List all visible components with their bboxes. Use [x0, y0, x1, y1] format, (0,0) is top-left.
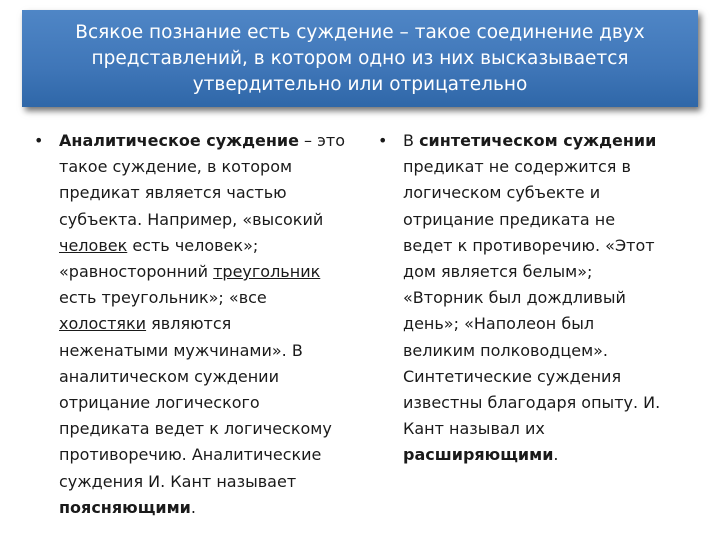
underlined-word: треугольник	[213, 262, 321, 282]
text-line: предиката ведет к логическому	[59, 419, 332, 439]
text-line: Синтетические суждения	[403, 366, 622, 386]
text-line	[403, 442, 698, 468]
text-line: такое суждение, в котором	[59, 157, 293, 177]
bullet-item	[378, 128, 698, 469]
title-banner	[22, 10, 698, 107]
analytic-judgment-column	[34, 128, 366, 521]
text-line	[59, 233, 366, 259]
term-bold: синтетическом суждении	[419, 131, 657, 150]
text-line: суждения И. Кант называет	[59, 471, 297, 491]
text-line: дом является белым»;	[403, 262, 593, 282]
term-bold: Аналитическое суждение	[59, 131, 299, 150]
bullet-text	[59, 128, 366, 521]
text-line	[403, 128, 698, 154]
text-line: предикат не содержится в	[403, 157, 631, 177]
text-line: предикат является частью	[59, 183, 287, 203]
text-line: субъекта. Например, «высокий	[59, 209, 324, 229]
text-line: логическом субъекте и	[403, 183, 601, 203]
bullet-icon: •	[34, 131, 44, 150]
text-line: неженатыми мужчинами». В	[59, 340, 303, 360]
text-line: ведет к противоречию. «Этот	[403, 235, 655, 255]
term-bold: поясняющими	[59, 497, 191, 517]
text-line: аналитическом суждении	[59, 366, 279, 386]
slide-title	[75, 20, 644, 98]
synthetic-judgment-column	[378, 128, 698, 469]
text-span: есть человек»;	[127, 235, 259, 255]
bullet-icon: •	[378, 131, 388, 150]
text-line: великим полководцем».	[403, 340, 609, 360]
text-line: известны благодаря опыту. И.	[403, 393, 661, 413]
text-line: противоречию. Аналитические	[59, 445, 322, 465]
text-line: отрицание логического	[59, 393, 260, 413]
bullet-item	[34, 128, 366, 521]
underlined-word: человек	[59, 235, 128, 255]
term-bold: расширяющими	[403, 445, 554, 465]
title-line: утвердительно или отрицательно	[192, 73, 528, 95]
underlined-word: холостяки	[59, 314, 147, 334]
text-line	[59, 128, 366, 154]
text-span: .	[553, 445, 559, 465]
text-span: являются	[146, 314, 232, 334]
text-line: день»; «Наполеон был	[403, 314, 595, 334]
title-line: Всякое познание есть суждение – такое соединение двух	[75, 21, 645, 43]
bullet-text	[403, 128, 698, 469]
text-line	[59, 311, 366, 337]
title-line: представлений, в котором одно из них высказывается	[91, 47, 629, 69]
text-span: «равносторонний	[59, 262, 214, 282]
text-line: Кант называл их	[403, 419, 545, 439]
text-line	[59, 495, 366, 521]
text-span: .	[190, 497, 196, 517]
text-span: – это	[298, 131, 346, 150]
text-line	[59, 259, 366, 285]
text-line: отрицание предиката не	[403, 209, 616, 229]
text-line: «Вторник был дождливый	[403, 288, 626, 308]
text-span: В	[403, 131, 420, 150]
text-line: есть треугольник»; «все	[59, 288, 267, 308]
